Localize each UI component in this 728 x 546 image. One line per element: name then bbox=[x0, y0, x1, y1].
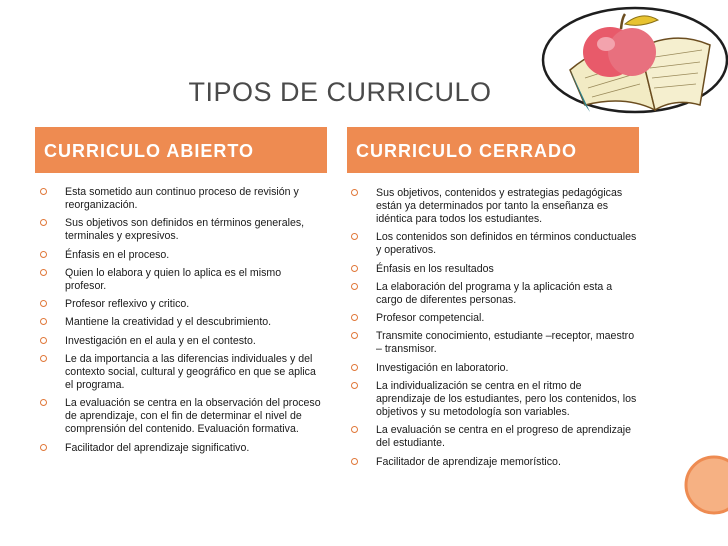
list-item bbox=[40, 316, 325, 329]
list-item bbox=[40, 335, 325, 348]
list-item bbox=[40, 353, 325, 392]
header-curriculo-cerrado: CURRICULO CERRADO bbox=[347, 127, 639, 173]
bullet-icon bbox=[351, 233, 358, 240]
list-item bbox=[351, 263, 639, 276]
list-item-text: Transmite conocimiento, estudiante –receptor, maestro – transmisor. bbox=[376, 330, 635, 356]
list-item-text: La evaluación se centra en la observación del proceso de aprendizaje, con el fin de determinar el nivel de comprensión del contenido. Evaluación formativa. bbox=[65, 397, 321, 436]
list-item bbox=[351, 456, 639, 469]
list-item bbox=[351, 312, 639, 325]
list-item-text: Sus objetivos son definidos en términos generales, terminales y expresivos. bbox=[65, 217, 305, 243]
bullet-icon bbox=[351, 332, 358, 339]
list-item bbox=[351, 424, 639, 450]
list-item bbox=[40, 186, 325, 212]
bullet-icon bbox=[351, 458, 358, 465]
list-item bbox=[40, 217, 325, 243]
bullet-icon bbox=[351, 382, 358, 389]
list-item-text: Investigación en el aula y en el contesto. bbox=[65, 334, 256, 347]
list-item bbox=[351, 231, 639, 257]
list-item-text: Profesor reflexivo y critico. bbox=[65, 298, 190, 311]
list-item-text: Énfasis en los resultados bbox=[376, 262, 494, 275]
list-item-text: Esta sometido aun continuo proceso de revisión y reorganización. bbox=[65, 186, 299, 211]
list-item bbox=[40, 442, 325, 455]
list-item-text: Le da importancia a las diferencias individuales y del contexto social, cultural y geográfico en que se aplica el programa. bbox=[65, 353, 316, 392]
list-item bbox=[40, 298, 325, 311]
list-item-text: Investigación en laboratorio. bbox=[376, 361, 509, 374]
bullet-icon bbox=[40, 269, 47, 276]
bullet-icon bbox=[40, 219, 47, 226]
list-item bbox=[351, 380, 639, 419]
bullet-icon bbox=[40, 251, 47, 258]
header-curriculo-abierto: CURRICULO ABIERTO bbox=[35, 127, 327, 173]
bullet-icon bbox=[351, 364, 358, 371]
list-item-text: Mantiene la creatividad y el descubrimiento. bbox=[65, 316, 272, 329]
bullet-icon bbox=[351, 189, 358, 196]
bullet-icon bbox=[40, 399, 47, 406]
slide-title: TIPOS DE CURRICULO bbox=[188, 77, 492, 107]
list-item-text: La evaluación se centra en el progreso de aprendizaje del estudiante. bbox=[376, 424, 632, 450]
list-item-text: Profesor competencial. bbox=[376, 312, 485, 325]
bullet-icon bbox=[351, 265, 358, 272]
list-item-text: Facilitador de aprendizaje memorístico. bbox=[376, 455, 561, 468]
list-item bbox=[351, 187, 639, 226]
list-item-text: Sus objetivos, contenidos y estrategias pedagógicas están ya determinados por tanto la enseñanza es idéntica para todos los estudiantes. bbox=[376, 187, 623, 225]
decorative-circle bbox=[684, 455, 728, 515]
bullet-icon bbox=[40, 188, 47, 195]
bullet-icon bbox=[40, 318, 47, 325]
list-item bbox=[351, 362, 639, 375]
list-item-text: La individualización se centra en el ritmo de aprendizaje de los estudiantes, pero los contenidos, los objetivos y su metodología son variables. bbox=[376, 380, 637, 419]
list-item-text: Énfasis en el proceso. bbox=[65, 248, 170, 261]
list-item bbox=[351, 330, 639, 356]
bullet-icon bbox=[40, 300, 47, 307]
list-item bbox=[351, 281, 639, 307]
list-item bbox=[40, 249, 325, 262]
list-item bbox=[40, 267, 325, 293]
list-item-text: Quien lo elabora y quien lo aplica es el mismo profesor. bbox=[65, 266, 282, 292]
bullet-icon bbox=[351, 283, 358, 290]
list-item-text: Facilitador del aprendizaje significativo. bbox=[65, 441, 250, 454]
bullet-icon bbox=[40, 444, 47, 451]
bullet-icon bbox=[351, 426, 358, 433]
list-item-text: La elaboración del programa y la aplicación esta a cargo de diferentes personas. bbox=[376, 280, 613, 306]
list-curriculo-cerrado bbox=[351, 187, 639, 474]
list-item-text: Los contenidos son definidos en términos conductuales y operativos. bbox=[376, 231, 637, 257]
list-curriculo-abierto bbox=[40, 186, 325, 460]
list-item bbox=[40, 397, 325, 436]
bullet-icon bbox=[351, 314, 358, 321]
bullet-icon bbox=[40, 355, 47, 362]
bullet-icon bbox=[40, 337, 47, 344]
